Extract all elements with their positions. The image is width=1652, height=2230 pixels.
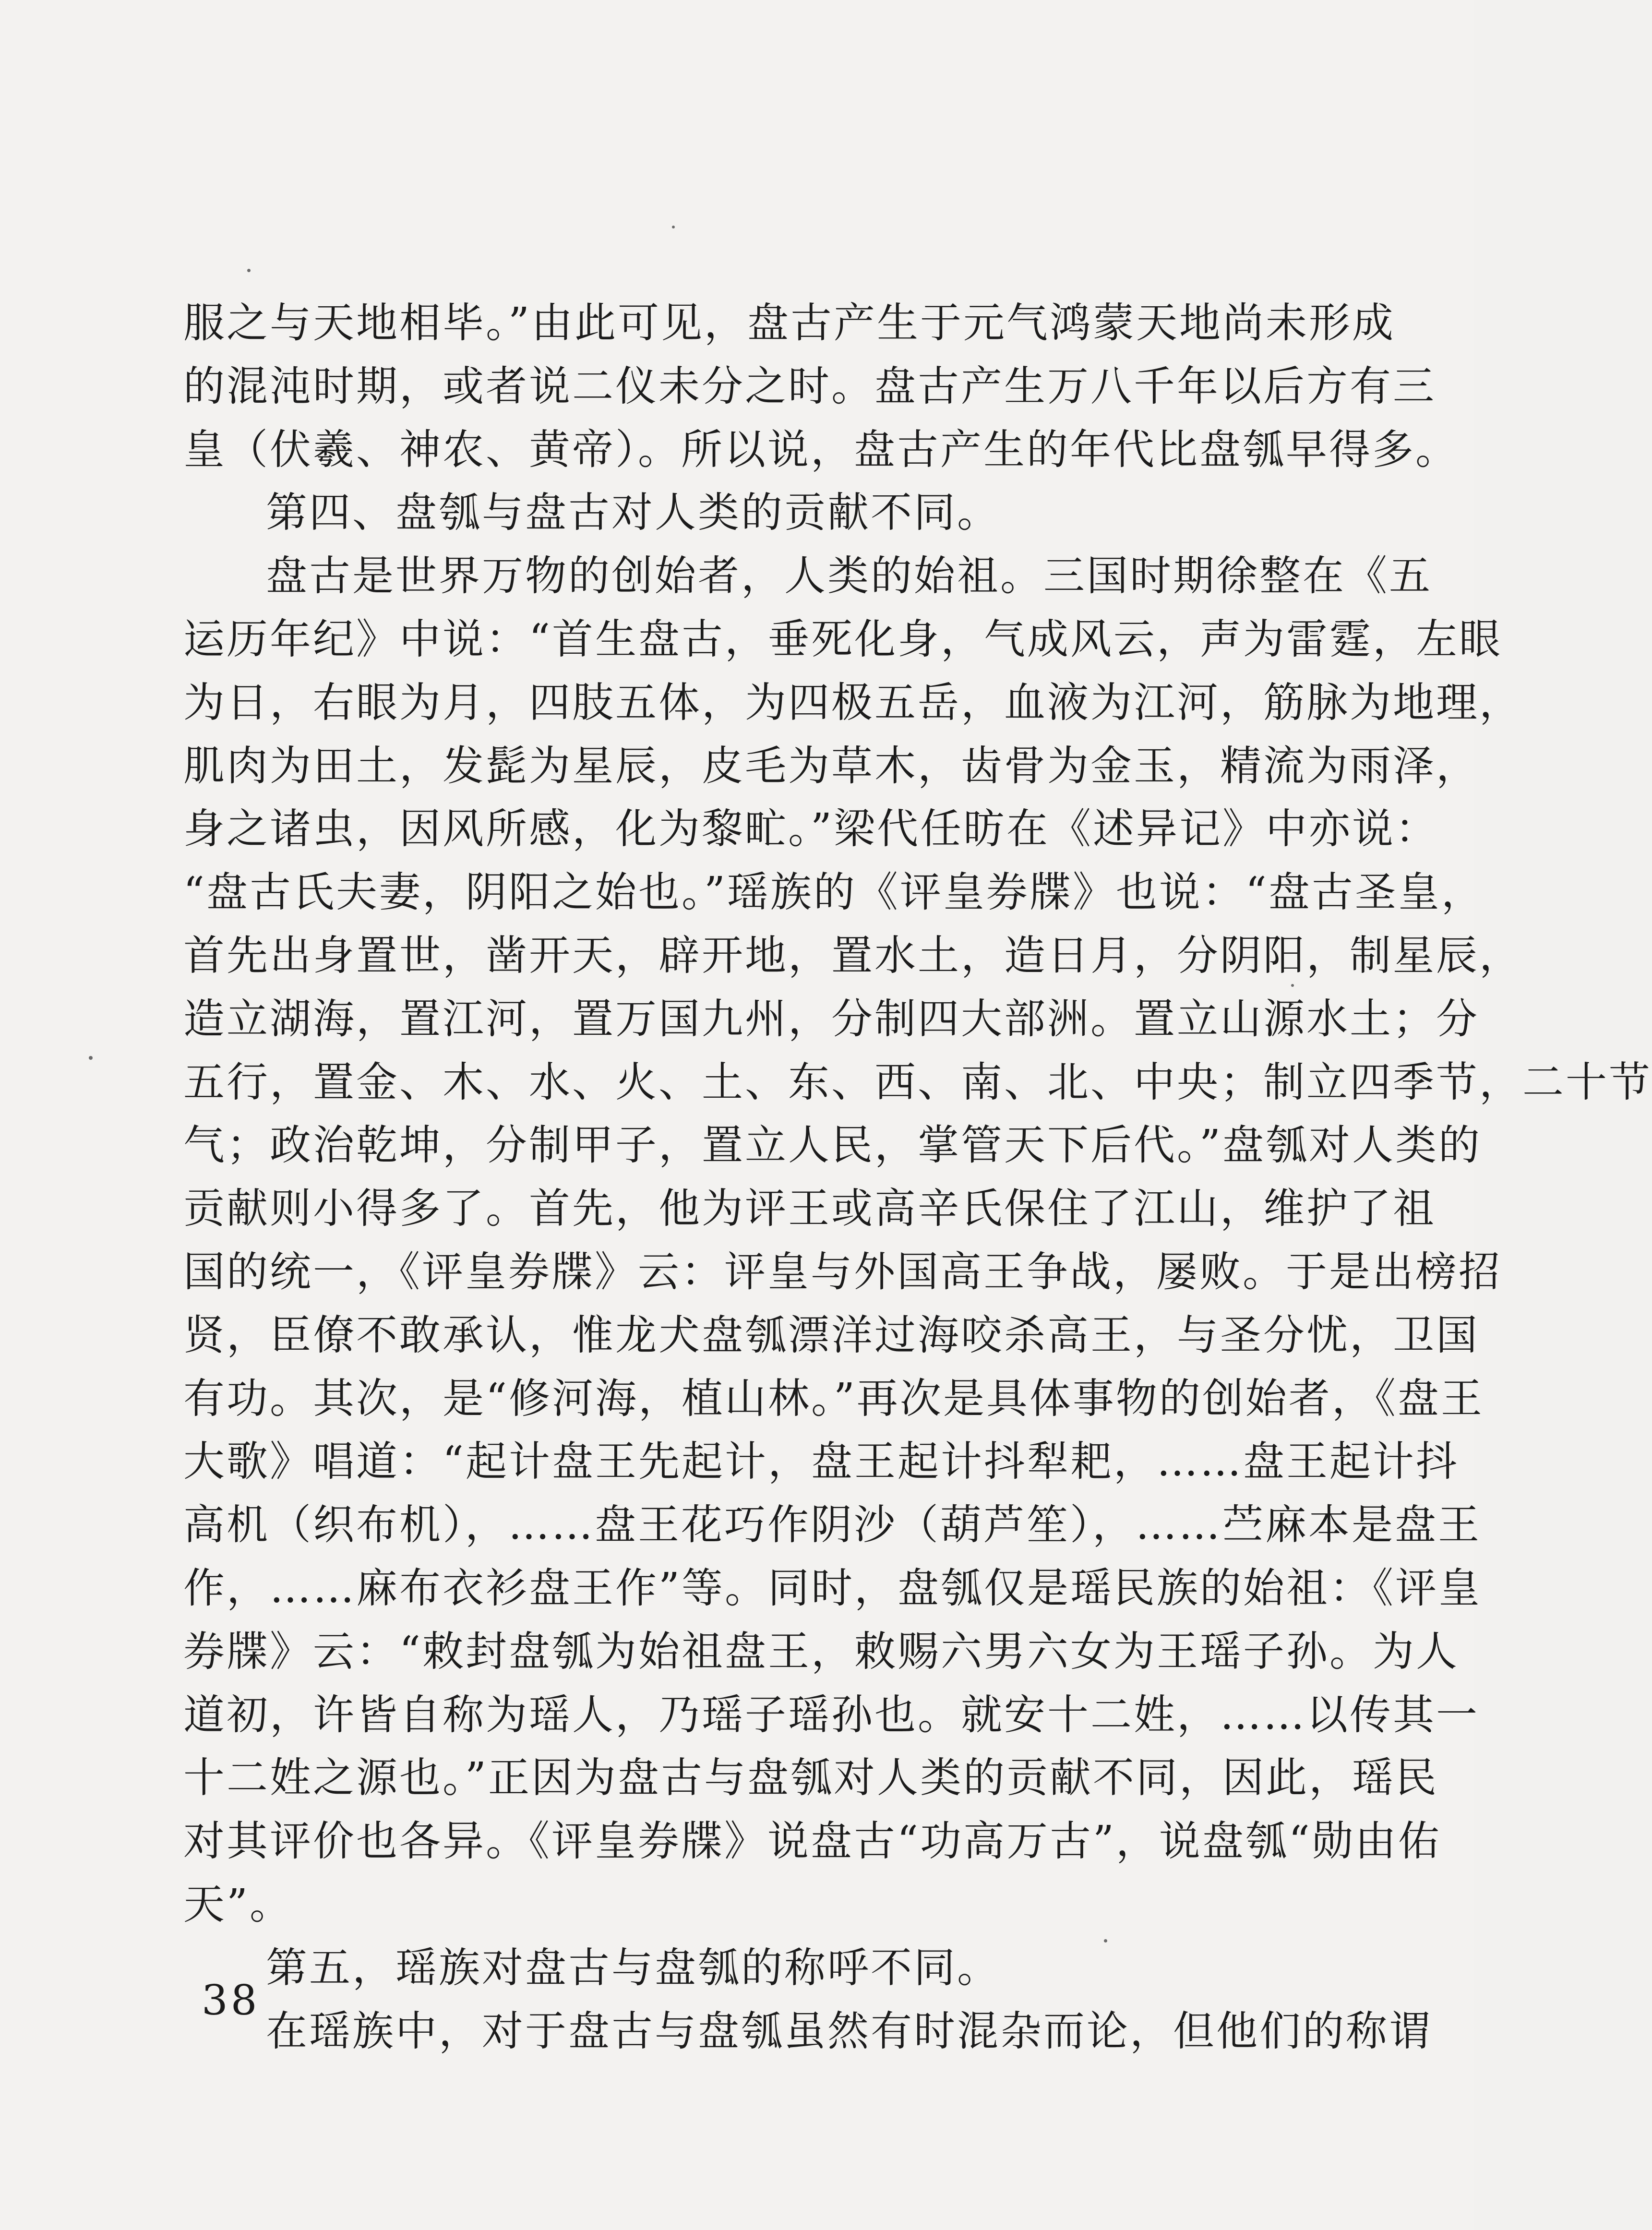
text-line: 肌肉为田土，发髭为星辰，皮毛为草木，齿骨为金玉，精流为雨泽，: [183, 742, 1479, 790]
text-line: 服之与天地相毕。”由此可见，盘古产生于元气鸿蒙天地尚未形成: [183, 299, 1395, 347]
text-line: 十二姓之源也。”正因为盘古与盘瓠对人类的贡献不同，因此，瑶民: [183, 1754, 1438, 1802]
text-line: 运历年纪》中说：“首生盘古，垂死化身，气成风云，声为雷霆，左眼: [183, 615, 1502, 663]
page-number: 38: [202, 1977, 260, 2025]
text-line: 的混沌时期，或者说二仪未分之时。盘古产生万八千年以后方有三: [183, 362, 1436, 410]
text-line: 造立湖海，置江河，置万国九州，分制四大部洲。置立山源水土；分: [183, 995, 1479, 1043]
text-line: 贡献则小得多了。首先，他为评王或高辛氏保住了江山，维护了祖: [183, 1185, 1436, 1233]
text-line: 国的统一，《评皇券牒》云：评皇与外国高王争战，屡败。于是出榜招: [183, 1247, 1502, 1296]
text-line: 作，……麻布衣衫盘王作”等。同时，盘瓠仅是瑶民族的始祖：《评皇: [183, 1564, 1482, 1612]
text-line: “盘古氏夫妻，阴阳之始也。”瑶族的《评皇券牒》也说：“盘古圣皇，: [183, 868, 1484, 917]
text-line: 气；政治乾坤，分制甲子，置立人民，掌管天下后代。”盘瓠对人类的: [183, 1121, 1482, 1170]
text-line: 在瑶族中，对于盘古与盘瓠虽然有时混杂而论，但他们的称谓: [266, 2007, 1432, 2055]
text-line: 贤，臣僚不敢承认，惟龙犬盘瓠漂洋过海咬杀高王，与圣分忧，卫国: [183, 1311, 1479, 1359]
text-line: 五行，置金、木、水、火、土、东、西、南、北、中央；制立四季节，二十节: [183, 1058, 1652, 1106]
text-line: 道初，许皆自称为瑶人，乃瑶子瑶孙也。就安十二姓，……以传其一: [183, 1690, 1479, 1739]
text-line: 首先出身置世，凿开天，辟开地，置水土，造日月，分阴阳，制星辰，: [183, 931, 1522, 980]
text-line: 皇（伏羲、神农、黄帝）。所以说，盘古产生的年代比盘瓠早得多。: [183, 425, 1459, 474]
text-line: 对其评价也各异。《评皇券牒》说盘古“功高万古”，说盘瓠“勋由佑: [183, 1817, 1441, 1866]
paper-speck: [672, 226, 675, 228]
text-line: 高机（织布机），……盘王花巧作阴沙（葫芦笙），……苎麻本是盘王: [183, 1501, 1481, 1549]
paper-speck: [89, 1056, 93, 1060]
text-line: 盘古是世界万物的创始者，人类的始祖。三国时期徐整在《五: [266, 552, 1432, 600]
text-line: 大歌》唱道：“起计盘王先起计，盘王起计抖犁耙，……盘王起计抖: [183, 1438, 1459, 1486]
text-line: 身之诸虫，因风所感，化为黎甿。”梁代任昉在《述异记》中亦说：: [183, 805, 1438, 853]
paper-speck: [247, 269, 251, 272]
text-line: 有功。其次，是“修河海，植山林。”再次是具体事物的创始者，《盘王: [183, 1374, 1484, 1423]
text-line: 券牒》云：“敕封盘瓠为始祖盘王，敕赐六男六女为王瑶子孙。为人: [183, 1627, 1459, 1676]
text-line: 第五，瑶族对盘古与盘瓠的称呼不同。: [266, 1943, 1000, 1992]
text-line: 天”。: [183, 1880, 293, 1929]
text-line: 第四、盘瓠与盘古对人类的贡献不同。: [266, 489, 1000, 537]
body-text: [183, 292, 1652, 2063]
text-line: 为日，右眼为月，四肢五体，为四极五岳，血液为江河，筋脉为地理，: [183, 678, 1522, 727]
